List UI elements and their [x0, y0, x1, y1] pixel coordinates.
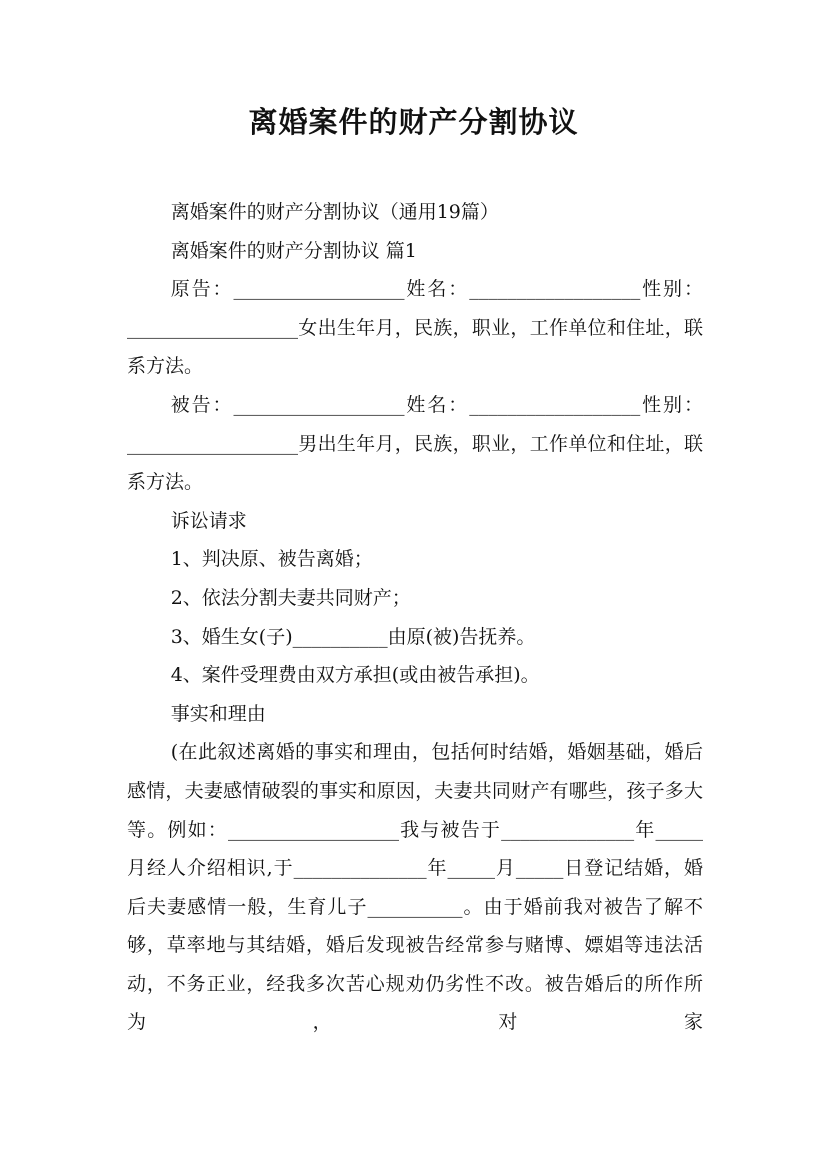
claim-item: 2、依法分割夫妻共同财产；	[170, 586, 411, 609]
facts-heading: 事实和理由	[170, 702, 266, 725]
facts-paragraph: (在此叙述离婚的事实和理由，包括何时结婚，婚姻基础，婚后感情，夫妻感情破裂的事实和原因，夫妻共同财产有哪些，孩子多大等。例如：__________________我与被告于______________年_____月经人介绍相识,于______________年_____月_____日登记结婚，婚后夫妻感情一般，生育儿子__________。由于婚前我对被告了解不够，草率地与其结婚，婚后发现被告经常参与赌博、嫖娼等违法活动，不务正业，经我多次苦心规劝仍劣性不改。被告婚后的所作所为，对家	[127, 741, 703, 1034]
document-body	[127, 193, 703, 1042]
document-title: 离婚案件的财产分割协议	[248, 105, 579, 139]
plaintiff-paragraph: 原告：__________________姓名：__________________性别：__________________女出生年月，民族，职业，工作单位和住址，联系方法。	[127, 278, 703, 378]
claim-item: 1、判决原、被告离婚；	[170, 548, 373, 571]
claims-heading: 诉讼请求	[170, 509, 247, 532]
claim-item: 4、案件受理费由双方承担(或由被告承担)。	[170, 664, 540, 687]
section-heading: 离婚案件的财产分割协议 篇1	[170, 239, 417, 262]
claim-item: 3、婚生女(子)__________由原(被)告抚养。	[170, 625, 536, 648]
defendant-paragraph: 被告：__________________姓名：__________________性别：__________________男出生年月，民族，职业，工作单位和住址，联系方法。	[127, 393, 703, 494]
subtitle-paragraph: 离婚案件的财产分割协议（通用19篇）	[170, 201, 499, 223]
